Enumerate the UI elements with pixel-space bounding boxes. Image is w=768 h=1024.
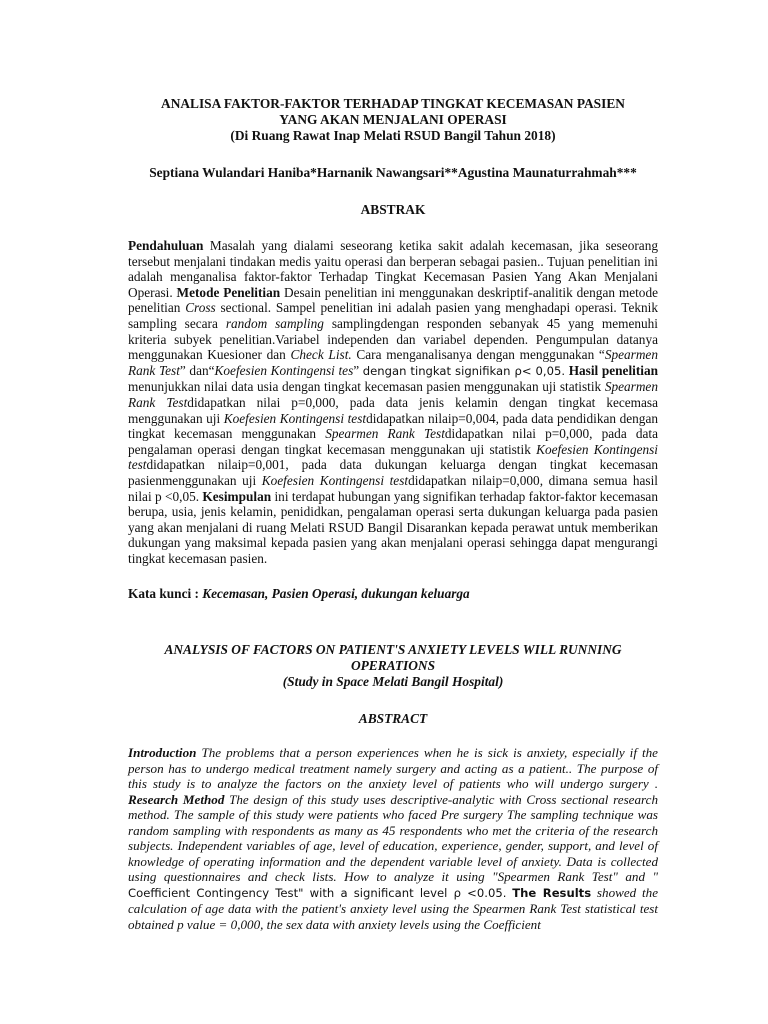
keywords-line: [128, 586, 658, 602]
abstract-body-id: Pendahuluan Masalah yang dialami seseorang ketika sakit adalah kecemasan, jika seseorang tersebut menjalani tindakan medis yaitu operasi dan berperan sebagai pasien.. Tujuan penelitian ini adalah menganalisa faktor-faktor Terhadap Tingkat Kecemasan Pasien Yang Akan Menjalani Operasi. Metode Penelitian Desain penelitian ini menggunakan deskriptif-analitik dengan metode penelitian Cross sectional. Sampel penelitian ini adalah pasien yang menghadapi operasi. Teknik sampling secara random sampling samplingdengan responden sebanyak 45 yang memenuhi kriteria subyek penelitian.Variabel independen dan variabel dependen. Pengumpulan datanya menggunakan Kuesioner dan Check List. Cara menganalisanya dengan menggunakan “Spearmen Rank Test” dan“Koefesien Kontingensi tes” dengan tingkat signifikan ρ< 0,05. Hasil penelitian menunjukkan nilai data usia dengan tingkat kecemasan pasien menggunakan uji statistik Spearmen Rank Testdidapatkan nilai p=0,000, pada data jenis kelamin dengan tingkat kecemasa menggunakan uji Koefesien Kontingensi testdidapatkan nilaip=0,004, pada data pendidikan dengan tingkat kecemasan menggunakan Spearmen Rank Testdidapatkan nilai p=0,000, pada data pengalaman operasi dengan tingkat kecemasan menggunakan uji statistik Koefesien Kontingensi testdidapatkan nilaip=0,001, pada data dukungan keluarga dengan tingkat kecemasan pasienmenggunakan uji Koefesien Kontingensi testdidapatkan nilaip=0,000, dimana semua hasil nilai p <0,05. Kesimpulan ini terdapat hubungan yang signifikan terhadap faktor-faktor kecemasan berupa, usia, jenis kelamin, penididkan, pengalaman operasi serta dukungan keluarga pada pasien yang akan menjalani di ruang Melati RSUD Bangil Disarankan kepada perawat untuk memberikan dukungan yang maksimal kepada pasien yang akan menjalani operasi sehingga dapat mengurangi tingkat kecemasan pasien.: [128, 238, 659, 566]
title-line-2: YANG AKAN MENJALANI OPERASI: [279, 112, 507, 127]
keywords-values: Kecemasan, Pasien Operasi, dukungan keluarga: [202, 586, 470, 602]
abstract-body-en: Introduction The problems that a person experiences when he is sick is anxiety, especially if the person has to undergo medical treatment namely surgery and acting as a patient.. The purpose of this study is to analyze the factors on the anxiety level of patients who will undergo surgery . Research Method The design of this study uses descriptive-analytic with Cross sectional research method. The sample of this study were patients who faced Pre surgery The sampling technique was random sampling with respondents as many as 45 respondents who met the criteria of the research subjects. Independent variables of age, level of education, experience, gender, support, and level of knowledge of operating information and the dependent variable level of anxiety. Data is collected using questionnaires and check lists. How to analyze it using "Spearmen Rank Test" and " Coefficient Contingency Test" with a significant level ρ <0.05. The Results showed the calculation of age data with the patient's anxiety level using the Spearmen Rank Test statistical test obtained p value = 0,000, the sex data with anxiety levels using the Coefficient: [128, 745, 659, 932]
intro-label-id: Pendahuluan: [128, 238, 204, 253]
title-line-1: ANALISA FAKTOR-FAKTOR TERHADAP TINGKAT KECEMASAN PASIEN: [161, 96, 625, 111]
en-title-line-1: ANALYSIS OF FACTORS ON PATIENT'S ANXIETY LEVELS WILL RUNNING: [164, 642, 622, 658]
en-title-subtitle: (Study in Space Melati Bangil Hospital): [282, 674, 504, 690]
results-label-en: The Results: [512, 885, 592, 900]
abstract-heading-id: ABSTRAK: [360, 202, 426, 217]
paper-title: [128, 96, 658, 144]
method-label-en: Research Method: [128, 791, 225, 807]
conclusion-label-id: Kesimpulan: [202, 488, 272, 504]
results-label-id: Hasil penelitian: [568, 362, 659, 378]
keywords-label: Kata kunci :: [128, 586, 203, 602]
paper-page: [128, 96, 658, 932]
method-label-id: Metode Penelitian: [176, 284, 281, 300]
abstract-heading-en: ABSTRACT: [358, 711, 428, 727]
intro-label-en: Introduction: [128, 745, 197, 761]
title-subtitle: (Di Ruang Rawat Inap Melati RSUD Bangil Tahun 2018): [230, 128, 556, 143]
author-list: Septiana Wulandari Haniba*Harnanik Nawangsari**Agustina Maunaturrahmah***: [149, 165, 637, 180]
english-title: [128, 642, 658, 690]
en-title-line-2: OPERATIONS: [350, 658, 436, 674]
